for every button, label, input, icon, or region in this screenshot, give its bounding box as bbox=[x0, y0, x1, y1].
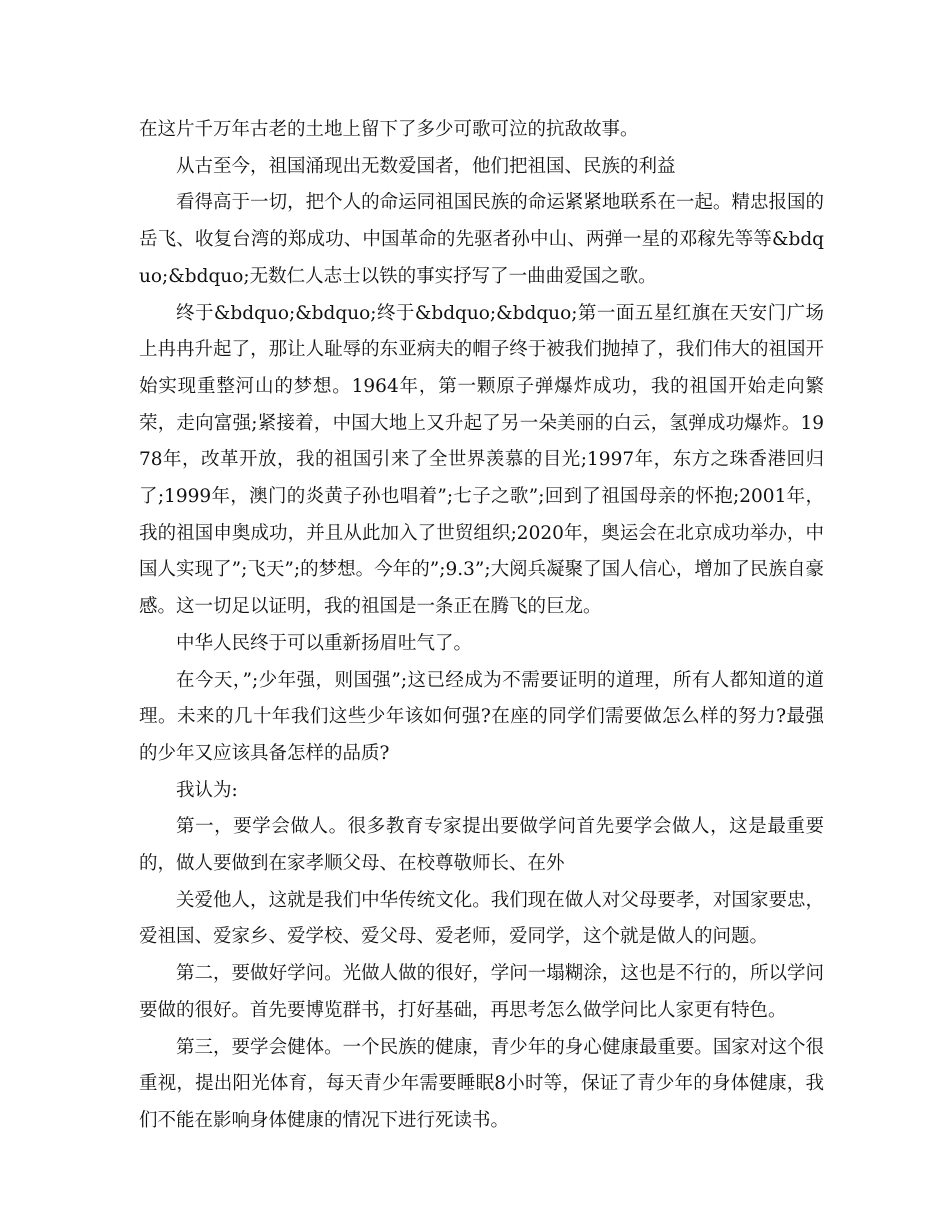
paragraph-11: 第三，要学会健体。一个民族的健康，青少年的身心健康最重要。国家对这个很重视，提出阳光体育，每天青少年需要睡眠8小时等，保证了青少年的身体健康，我们不能在影响身体健康的情况下进行死读书。 bbox=[139, 1036, 824, 1131]
paragraph-10: 第二，要做好学问。光做人做的很好，学问一塌糊涂，这也是不行的，所以学问要做的很好。首先要博览群书，打好基础，再思考怎么做学问比人家更有特色。 bbox=[139, 963, 824, 1021]
paragraph-5: 中华人民终于可以重新扬眉吐气了。 bbox=[176, 632, 473, 654]
paragraph-6: 在今天，”;少年强，则国强”;这已经成为不需要证明的道理，所有人都知道的道理。未来的几十年我们这些少年该如何强?在座的同学们需要做怎么样的努力?最强的少年又应该具备怎样的品质? bbox=[139, 669, 824, 764]
document-body bbox=[139, 112, 824, 1140]
paragraph-1: 在这片千万年古老的土地上留下了多少可歌可泣的抗敌故事。 bbox=[139, 119, 639, 140]
paragraph-9: 关爱他人，这就是我们中华传统文化。我们现在做人对父母要孝，对国家要忠，爱祖国、爱家乡、爱学校、爱父母、爱老师，爱同学，这个就是做人的问题。 bbox=[139, 889, 824, 948]
paragraph-3: 看得高于一切，把个人的命运同祖国民族的命运紧紧地联系在一起。精忠报国的岳飞、收复台湾的郑成功、中国革命的先驱者孙中山、两弹一星的邓稼先等等&bdquo;&bdquo;无数仁人志士以铁的事实抒写了一曲曲爱国之歌。 bbox=[139, 192, 824, 287]
paragraph-2: 从古至今，祖国涌现出无数爱国者，他们把祖国、民族的利益 bbox=[176, 155, 676, 177]
paragraph-4: 终于&bdquo;&bdquo;终于&bdquo;&bdquo;第一面五星红旗在天安门广场上冉冉升起了，那让人耻辱的东亚病夫的帽子终于被我们抛掉了，我们伟大的祖国开始实现重整河山的梦想。1964年，第一颗原子弹爆炸成功，我的祖国开始走向繁荣，走向富强;紧接着，中国大地上又升起了另一朵美丽的白云，氢弹成功爆炸。1978年，改革开放，我的祖国引来了全世界羡慕的目光;1997年，东方之珠香港回归了;1999年，澳门的炎黄子孙也唱着”;七子之歌”;回到了祖国母亲的怀抱;2001年，我的祖国申奥成功，并且从此加入了世贸组织;2020年，奥运会在北京成功举办，中国人实现了”;飞天”;的梦想。今年的”;9.3”;大阅兵凝聚了国人信心，增加了民族自豪感。这一切足以证明，我的祖国是一条正在腾飞的巨龙。 bbox=[139, 302, 824, 618]
paragraph-7: 我认为: bbox=[176, 779, 238, 801]
paragraph-8: 第一，要学会做人。很多教育专家提出要做学问首先要学会做人，这是最重要的，做人要做到在家孝顺父母、在校尊敬师长、在外 bbox=[139, 816, 824, 875]
